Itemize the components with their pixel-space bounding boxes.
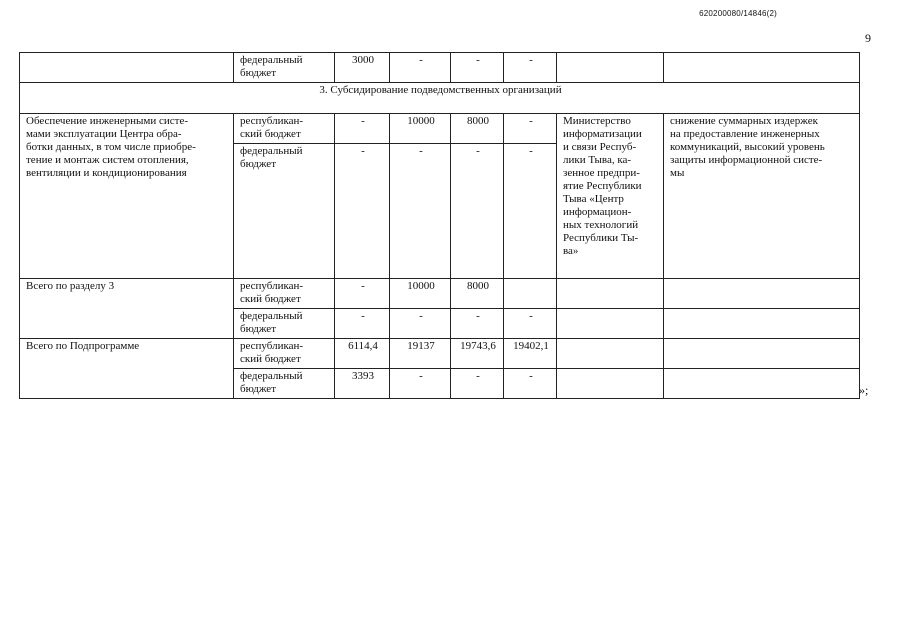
value-cell: - — [451, 53, 504, 83]
value-cell: - — [390, 309, 451, 339]
value-cell: - — [451, 369, 504, 399]
section-heading: 3. Субсидирование подведомственных организаций — [20, 83, 860, 114]
page-number: 9 — [865, 31, 871, 45]
value-cell: - — [390, 369, 451, 399]
document-code: 620200080/14846(2) — [699, 9, 777, 18]
value-cell: 19402,1 — [504, 339, 557, 369]
total-label-cell: Всего по Подпрограмме — [20, 339, 234, 399]
value-cell: - — [335, 309, 390, 339]
value-cell: - — [451, 144, 504, 279]
value-cell: - — [504, 309, 557, 339]
value-cell: 10000 — [390, 114, 451, 144]
value-cell: - — [504, 114, 557, 144]
result-cell — [664, 53, 860, 83]
measure-cell: Обеспечение инженерными систе- мами эксплуатации Центра обра- ботки данных, в том числе приобре- тение и монтаж систем отопления, вентиляции и кондиционирования — [20, 114, 234, 279]
executor-cell — [557, 279, 664, 309]
source-cell: республикан- ский бюджет — [234, 339, 335, 369]
value-cell — [504, 279, 557, 309]
source-cell: федеральный бюджет — [234, 309, 335, 339]
value-cell: - — [390, 144, 451, 279]
value-cell: 8000 — [451, 114, 504, 144]
result-cell — [664, 279, 860, 309]
table-row — [20, 114, 860, 144]
result-cell: снижение суммарных издержек на предоставление инженерных коммуникаций, высокий уровень защиты информационной систе- мы — [664, 114, 860, 279]
table-row — [20, 279, 860, 309]
source-cell: федеральный бюджет — [234, 53, 335, 83]
source-cell: республикан- ский бюджет — [234, 114, 335, 144]
value-cell: - — [390, 53, 451, 83]
section-row — [20, 83, 860, 114]
source-cell: федеральный бюджет — [234, 144, 335, 279]
executor-cell — [557, 339, 664, 369]
value-cell: 3393 — [335, 369, 390, 399]
table-row — [20, 339, 860, 369]
value-cell: 19137 — [390, 339, 451, 369]
value-cell: - — [504, 53, 557, 83]
total-label-cell: Всего по разделу 3 — [20, 279, 234, 339]
value-cell: 6114,4 — [335, 339, 390, 369]
source-cell: республикан- ский бюджет — [234, 279, 335, 309]
result-cell — [664, 339, 860, 369]
measure-cell — [20, 53, 234, 83]
result-cell — [664, 369, 860, 399]
executor-cell: Министерство информатизации и связи Респуб- лики Тыва, ка- зенное предпри- ятие Республики Тыва «Центр информацион- ных технологий Республики Ты- ва» — [557, 114, 664, 279]
value-cell: - — [451, 309, 504, 339]
budget-table — [19, 52, 860, 399]
closing-quote-mark: »; — [859, 383, 869, 397]
value-cell: - — [335, 279, 390, 309]
value-cell: 19743,6 — [451, 339, 504, 369]
value-cell: 10000 — [390, 279, 451, 309]
source-cell: федеральный бюджет — [234, 369, 335, 399]
result-cell — [664, 309, 860, 339]
table-row — [20, 53, 860, 83]
value-cell: 3000 — [335, 53, 390, 83]
executor-cell — [557, 309, 664, 339]
value-cell: 8000 — [451, 279, 504, 309]
value-cell: - — [335, 144, 390, 279]
executor-cell — [557, 53, 664, 83]
value-cell: - — [335, 114, 390, 144]
executor-cell — [557, 369, 664, 399]
value-cell: - — [504, 144, 557, 279]
value-cell: - — [504, 369, 557, 399]
